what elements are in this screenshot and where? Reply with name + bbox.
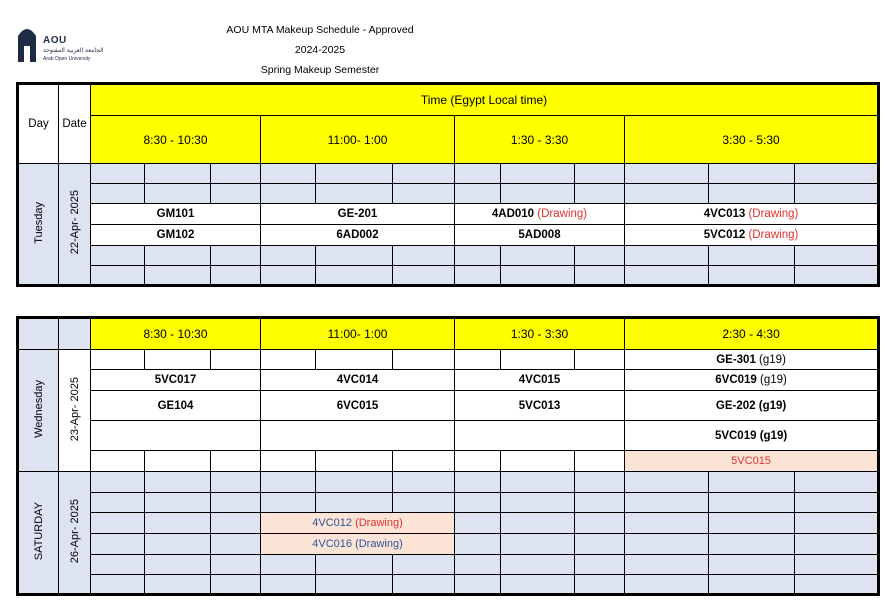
slot-header-4: 3:30 - 5:30 [625,116,879,164]
table-row [18,225,879,246]
table-row [18,472,879,493]
table-row [18,350,879,370]
course-cell: GE-202 (g19) [625,391,879,421]
slot-header-2: 11:00- 1:00 [261,318,455,350]
table-row [18,534,879,555]
course-cell: 5VC019 (g19) [625,421,879,451]
university-building-icon [16,22,38,62]
course-cell: GE104 [91,391,261,421]
date-cell-saturday: 26-Apr- 2025 [59,472,91,595]
table-row [18,513,879,534]
slot-header-1: 8:30 - 10:30 [91,116,261,164]
course-cell: 6VC019 (g19) [625,370,879,391]
slot-header-4: 2:30 - 4:30 [625,318,879,350]
table-row [18,451,879,472]
slot-header-3: 1:30 - 3:30 [455,318,625,350]
course-cell: 5VC013 [455,391,625,421]
day-header: Day [18,84,59,164]
wednesday-saturday-schedule-table [16,316,880,596]
date-header: Date [59,84,91,164]
table-row [18,370,879,391]
course-cell: 5AD008 [455,225,625,246]
slot-header-1: 8:30 - 10:30 [91,318,261,350]
day-cell-saturday: SATURDAY [18,472,59,595]
semester-title: Spring Makeup Semester [260,64,380,76]
course-cell: 4VC014 [261,370,455,391]
course-cell: 6VC015 [261,391,455,421]
course-cell: 5VC017 [91,370,261,391]
course-cell: 5VC012 (Drawing) [625,225,879,246]
time-header: Time (Egypt Local time) [91,84,879,116]
logo-english-name: Arab Open University [43,56,91,62]
course-cell: 4AD010 (Drawing) [455,204,625,225]
course-cell: 6AD002 [261,225,455,246]
day-cell-tuesday: Tuesday [18,164,59,286]
date-cell-wednesday: 23-Apr- 2025 [59,350,91,472]
table-row [18,204,879,225]
course-cell: 5VC015 [625,451,879,472]
course-cell: 4VC012 (Drawing) [261,513,455,534]
course-cell: GM102 [91,225,261,246]
table-row [18,391,879,421]
day-cell-wednesday: Wednesday [18,350,59,472]
aou-logo [16,20,116,66]
document-title: AOU MTA Makeup Schedule - Approved [226,24,414,36]
slot-header-3: 1:30 - 3:30 [455,116,625,164]
logo-arabic-name: الجامعة العربية المفتوحة [43,47,104,54]
tuesday-schedule-table [16,82,880,287]
academic-year: 2024-2025 [294,44,346,56]
table-row [18,421,879,451]
logo-abbr: AOU [43,35,67,46]
course-cell: GE-301 (g19) [625,350,879,370]
date-cell-tuesday: 22-Apr- 2025 [59,164,91,286]
course-cell: GM101 [91,204,261,225]
course-cell: 4VC013 (Drawing) [625,204,879,225]
course-cell: GE-201 [261,204,455,225]
course-cell: 4VC016 (Drawing) [261,534,455,555]
course-cell: 4VC015 [455,370,625,391]
slot-header-2: 11:00- 1:00 [261,116,455,164]
